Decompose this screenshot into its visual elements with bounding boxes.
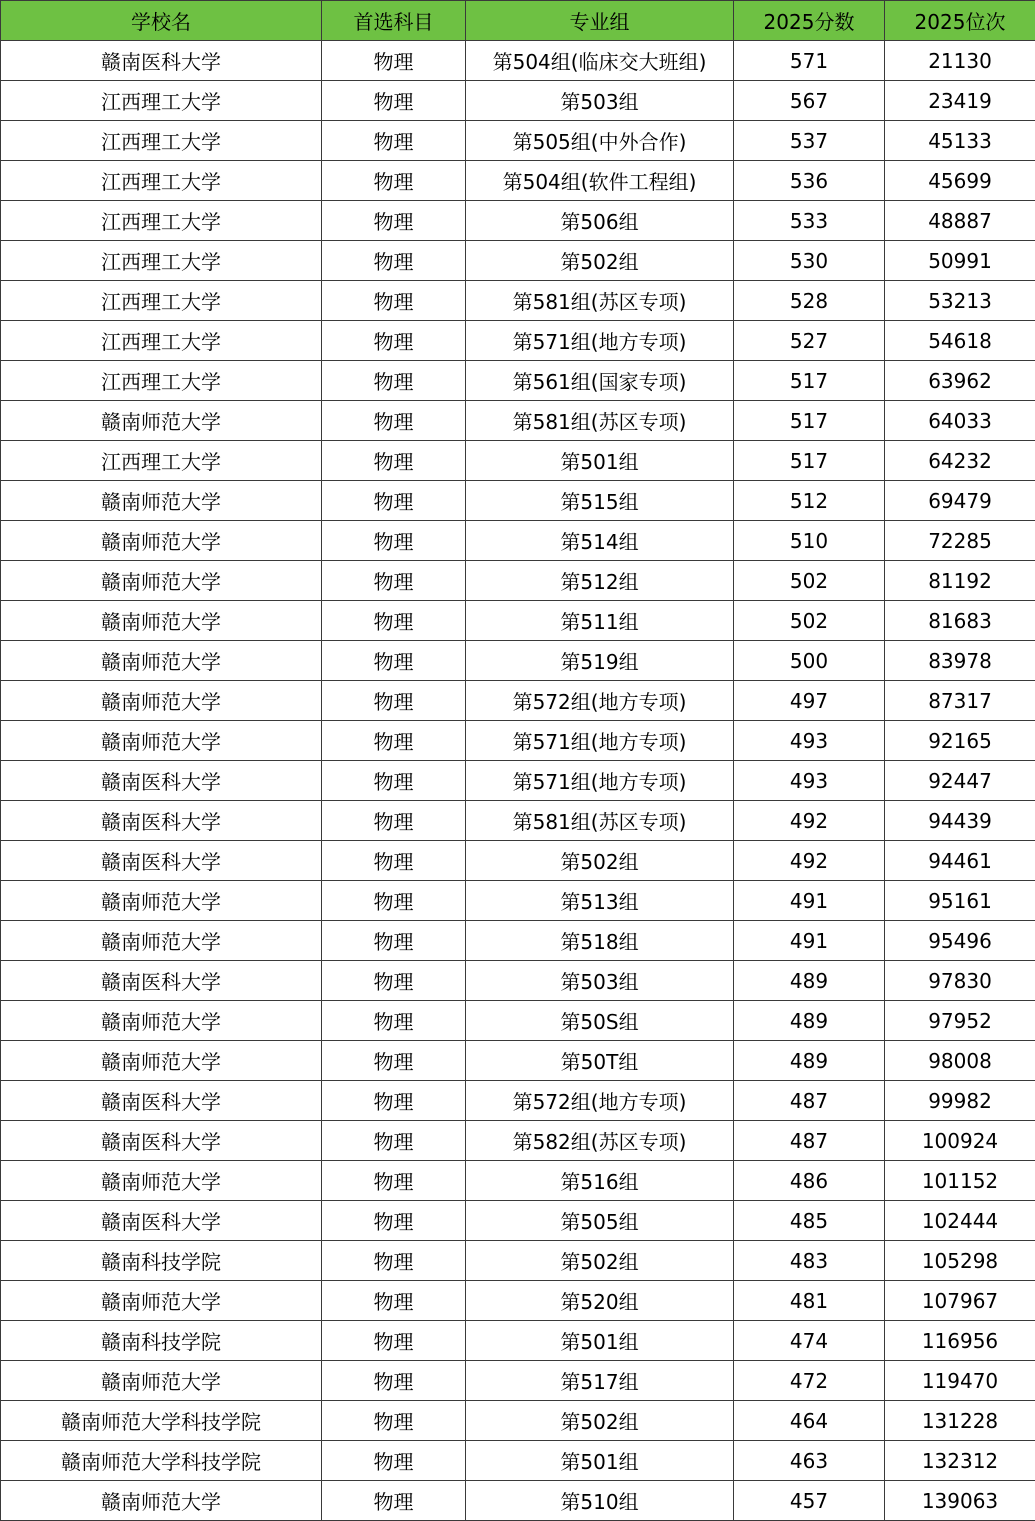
table-row	[1, 881, 1035, 921]
major-group-cell: 第502组	[466, 241, 734, 281]
score-cell: 487	[734, 1121, 885, 1161]
table-row	[1, 1201, 1035, 1241]
table-row	[1, 601, 1035, 641]
subject-cell: 物理	[322, 761, 466, 801]
subject-cell: 物理	[322, 1081, 466, 1121]
table-header-row	[1, 1, 1035, 41]
table-row	[1, 641, 1035, 681]
table-row	[1, 1281, 1035, 1321]
school-cell: 赣南师范大学科技学院	[1, 1441, 322, 1481]
major-group-cell: 第519组	[466, 641, 734, 681]
score-cell: 489	[734, 1041, 885, 1081]
table-row	[1, 1361, 1035, 1401]
table-row	[1, 801, 1035, 841]
rank-cell: 97952	[885, 1001, 1035, 1041]
rank-cell: 69479	[885, 481, 1035, 521]
subject-cell: 物理	[322, 841, 466, 881]
table-row	[1, 161, 1035, 201]
table-row	[1, 1041, 1035, 1081]
score-cell: 464	[734, 1401, 885, 1441]
school-cell: 江西理工大学	[1, 281, 322, 321]
major-group-cell: 第514组	[466, 521, 734, 561]
subject-cell: 物理	[322, 41, 466, 81]
score-cell: 492	[734, 801, 885, 841]
subject-cell: 物理	[322, 121, 466, 161]
score-cell: 537	[734, 121, 885, 161]
school-cell: 赣南师范大学	[1, 641, 322, 681]
school-cell: 赣南师范大学	[1, 561, 322, 601]
rank-cell: 95161	[885, 881, 1035, 921]
major-group-cell: 第502组	[466, 1241, 734, 1281]
score-cell: 510	[734, 521, 885, 561]
rank-cell: 139063	[885, 1481, 1035, 1521]
school-cell: 江西理工大学	[1, 201, 322, 241]
column-header-score: 2025分数	[734, 1, 885, 41]
table-row	[1, 1241, 1035, 1281]
school-cell: 赣南科技学院	[1, 1321, 322, 1361]
rank-cell: 83978	[885, 641, 1035, 681]
table-row	[1, 121, 1035, 161]
subject-cell: 物理	[322, 1321, 466, 1361]
subject-cell: 物理	[322, 1401, 466, 1441]
school-cell: 赣南医科大学	[1, 1121, 322, 1161]
subject-cell: 物理	[322, 241, 466, 281]
school-cell: 赣南师范大学	[1, 721, 322, 761]
major-group-cell: 第582组(苏区专项)	[466, 1121, 734, 1161]
score-cell: 489	[734, 1001, 885, 1041]
subject-cell: 物理	[322, 201, 466, 241]
subject-cell: 物理	[322, 1241, 466, 1281]
table-row	[1, 81, 1035, 121]
rank-cell: 116956	[885, 1321, 1035, 1361]
major-group-cell: 第513组	[466, 881, 734, 921]
score-cell: 536	[734, 161, 885, 201]
table-row	[1, 401, 1035, 441]
rank-cell: 23419	[885, 81, 1035, 121]
rank-cell: 92447	[885, 761, 1035, 801]
table-row	[1, 1441, 1035, 1481]
score-cell: 487	[734, 1081, 885, 1121]
rank-cell: 97830	[885, 961, 1035, 1001]
subject-cell: 物理	[322, 161, 466, 201]
subject-cell: 物理	[322, 1161, 466, 1201]
subject-cell: 物理	[322, 721, 466, 761]
subject-cell: 物理	[322, 1121, 466, 1161]
subject-cell: 物理	[322, 1201, 466, 1241]
school-cell: 赣南医科大学	[1, 1201, 322, 1241]
rank-cell: 63962	[885, 361, 1035, 401]
major-group-cell: 第571组(地方专项)	[466, 321, 734, 361]
table-row	[1, 41, 1035, 81]
score-cell: 483	[734, 1241, 885, 1281]
rank-cell: 107967	[885, 1281, 1035, 1321]
major-group-cell: 第512组	[466, 561, 734, 601]
score-cell: 492	[734, 841, 885, 881]
table-row	[1, 1481, 1035, 1521]
rank-cell: 45133	[885, 121, 1035, 161]
school-cell: 江西理工大学	[1, 321, 322, 361]
school-cell: 赣南师范大学	[1, 1001, 322, 1041]
table-row	[1, 241, 1035, 281]
rank-cell: 105298	[885, 1241, 1035, 1281]
score-cell: 457	[734, 1481, 885, 1521]
table-row	[1, 761, 1035, 801]
major-group-cell: 第506组	[466, 201, 734, 241]
subject-cell: 物理	[322, 641, 466, 681]
table-row	[1, 961, 1035, 1001]
score-cell: 528	[734, 281, 885, 321]
score-cell: 493	[734, 721, 885, 761]
school-cell: 赣南医科大学	[1, 801, 322, 841]
school-cell: 赣南师范大学	[1, 601, 322, 641]
major-group-cell: 第572组(地方专项)	[466, 1081, 734, 1121]
table-row	[1, 481, 1035, 521]
school-cell: 赣南医科大学	[1, 961, 322, 1001]
rank-cell: 50991	[885, 241, 1035, 281]
score-cell: 491	[734, 921, 885, 961]
subject-cell: 物理	[322, 1441, 466, 1481]
rank-cell: 64033	[885, 401, 1035, 441]
score-cell: 527	[734, 321, 885, 361]
school-cell: 赣南师范大学	[1, 1161, 322, 1201]
subject-cell: 物理	[322, 281, 466, 321]
school-cell: 江西理工大学	[1, 441, 322, 481]
subject-cell: 物理	[322, 81, 466, 121]
subject-cell: 物理	[322, 681, 466, 721]
score-cell: 485	[734, 1201, 885, 1241]
school-cell: 赣南师范大学	[1, 1041, 322, 1081]
score-cell: 512	[734, 481, 885, 521]
school-cell: 赣南师范大学	[1, 401, 322, 441]
table-row	[1, 441, 1035, 481]
rank-cell: 131228	[885, 1401, 1035, 1441]
table-body	[1, 41, 1035, 1521]
rank-cell: 98008	[885, 1041, 1035, 1081]
subject-cell: 物理	[322, 1481, 466, 1521]
rank-cell: 94461	[885, 841, 1035, 881]
major-group-cell: 第503组	[466, 961, 734, 1001]
score-cell: 500	[734, 641, 885, 681]
table-row	[1, 721, 1035, 761]
score-cell: 474	[734, 1321, 885, 1361]
table-row	[1, 1081, 1035, 1121]
table-row	[1, 361, 1035, 401]
rank-cell: 54618	[885, 321, 1035, 361]
school-cell: 赣南医科大学	[1, 761, 322, 801]
rank-cell: 45699	[885, 161, 1035, 201]
score-cell: 530	[734, 241, 885, 281]
major-group-cell: 第501组	[466, 441, 734, 481]
score-cell: 481	[734, 1281, 885, 1321]
table-row	[1, 921, 1035, 961]
rank-cell: 72285	[885, 521, 1035, 561]
table-row	[1, 561, 1035, 601]
major-group-cell: 第571组(地方专项)	[466, 761, 734, 801]
rank-cell: 95496	[885, 921, 1035, 961]
subject-cell: 物理	[322, 561, 466, 601]
school-cell: 江西理工大学	[1, 81, 322, 121]
table-row	[1, 281, 1035, 321]
major-group-cell: 第50T组	[466, 1041, 734, 1081]
score-cell: 502	[734, 561, 885, 601]
rank-cell: 87317	[885, 681, 1035, 721]
major-group-cell: 第517组	[466, 1361, 734, 1401]
school-cell: 江西理工大学	[1, 161, 322, 201]
score-cell: 472	[734, 1361, 885, 1401]
major-group-cell: 第520组	[466, 1281, 734, 1321]
school-cell: 赣南师范大学	[1, 521, 322, 561]
score-cell: 493	[734, 761, 885, 801]
score-cell: 489	[734, 961, 885, 1001]
major-group-cell: 第503组	[466, 81, 734, 121]
score-cell: 463	[734, 1441, 885, 1481]
major-group-cell: 第572组(地方专项)	[466, 681, 734, 721]
school-cell: 江西理工大学	[1, 361, 322, 401]
school-cell: 赣南师范大学	[1, 1361, 322, 1401]
major-group-cell: 第504组(软件工程组)	[466, 161, 734, 201]
score-cell: 497	[734, 681, 885, 721]
subject-cell: 物理	[322, 881, 466, 921]
subject-cell: 物理	[322, 1361, 466, 1401]
table-row	[1, 841, 1035, 881]
rank-cell: 94439	[885, 801, 1035, 841]
column-header-school: 学校名	[1, 1, 322, 41]
subject-cell: 物理	[322, 1041, 466, 1081]
major-group-cell: 第581组(苏区专项)	[466, 801, 734, 841]
major-group-cell: 第505组	[466, 1201, 734, 1241]
rank-cell: 81192	[885, 561, 1035, 601]
score-cell: 491	[734, 881, 885, 921]
table-row	[1, 1321, 1035, 1361]
major-group-cell: 第581组(苏区专项)	[466, 401, 734, 441]
score-cell: 567	[734, 81, 885, 121]
rank-cell: 53213	[885, 281, 1035, 321]
major-group-cell: 第516组	[466, 1161, 734, 1201]
score-cell: 571	[734, 41, 885, 81]
score-cell: 533	[734, 201, 885, 241]
table-row	[1, 521, 1035, 561]
table-row	[1, 1121, 1035, 1161]
rank-cell: 102444	[885, 1201, 1035, 1241]
rank-cell: 92165	[885, 721, 1035, 761]
major-group-cell: 第515组	[466, 481, 734, 521]
subject-cell: 物理	[322, 481, 466, 521]
school-cell: 江西理工大学	[1, 121, 322, 161]
table-row	[1, 201, 1035, 241]
score-cell: 517	[734, 441, 885, 481]
subject-cell: 物理	[322, 321, 466, 361]
school-cell: 赣南师范大学	[1, 1481, 322, 1521]
major-group-cell: 第505组(中外合作)	[466, 121, 734, 161]
subject-cell: 物理	[322, 1281, 466, 1321]
rank-cell: 132312	[885, 1441, 1035, 1481]
major-group-cell: 第561组(国家专项)	[466, 361, 734, 401]
column-header-major-group: 专业组	[466, 1, 734, 41]
subject-cell: 物理	[322, 521, 466, 561]
major-group-cell: 第571组(地方专项)	[466, 721, 734, 761]
school-cell: 赣南师范大学	[1, 1281, 322, 1321]
rank-cell: 100924	[885, 1121, 1035, 1161]
school-cell: 赣南医科大学	[1, 41, 322, 81]
major-group-cell: 第504组(临床交大班组)	[466, 41, 734, 81]
table-row	[1, 681, 1035, 721]
school-cell: 江西理工大学	[1, 241, 322, 281]
major-group-cell: 第581组(苏区专项)	[466, 281, 734, 321]
rank-cell: 48887	[885, 201, 1035, 241]
school-cell: 赣南师范大学科技学院	[1, 1401, 322, 1441]
subject-cell: 物理	[322, 441, 466, 481]
rank-cell: 101152	[885, 1161, 1035, 1201]
subject-cell: 物理	[322, 921, 466, 961]
rank-cell: 119470	[885, 1361, 1035, 1401]
school-cell: 赣南医科大学	[1, 841, 322, 881]
major-group-cell: 第518组	[466, 921, 734, 961]
major-group-cell: 第50S组	[466, 1001, 734, 1041]
score-cell: 517	[734, 401, 885, 441]
rank-cell: 21130	[885, 41, 1035, 81]
major-group-cell: 第510组	[466, 1481, 734, 1521]
column-header-subject: 首选科目	[322, 1, 466, 41]
school-cell: 赣南医科大学	[1, 1081, 322, 1121]
table-row	[1, 321, 1035, 361]
score-cell: 517	[734, 361, 885, 401]
table-row	[1, 1401, 1035, 1441]
rank-cell: 64232	[885, 441, 1035, 481]
score-cell: 486	[734, 1161, 885, 1201]
score-cell: 502	[734, 601, 885, 641]
rank-cell: 81683	[885, 601, 1035, 641]
major-group-cell: 第502组	[466, 1401, 734, 1441]
major-group-cell: 第511组	[466, 601, 734, 641]
subject-cell: 物理	[322, 1001, 466, 1041]
school-cell: 赣南师范大学	[1, 881, 322, 921]
subject-cell: 物理	[322, 361, 466, 401]
school-cell: 赣南师范大学	[1, 481, 322, 521]
subject-cell: 物理	[322, 401, 466, 441]
table-row	[1, 1001, 1035, 1041]
school-cell: 赣南师范大学	[1, 921, 322, 961]
subject-cell: 物理	[322, 801, 466, 841]
school-cell: 赣南师范大学	[1, 681, 322, 721]
subject-cell: 物理	[322, 601, 466, 641]
column-header-rank: 2025位次	[885, 1, 1035, 41]
major-group-cell: 第501组	[466, 1321, 734, 1361]
subject-cell: 物理	[322, 961, 466, 1001]
rank-cell: 99982	[885, 1081, 1035, 1121]
table-row	[1, 1161, 1035, 1201]
major-group-cell: 第502组	[466, 841, 734, 881]
school-cell: 赣南科技学院	[1, 1241, 322, 1281]
major-group-cell: 第501组	[466, 1441, 734, 1481]
